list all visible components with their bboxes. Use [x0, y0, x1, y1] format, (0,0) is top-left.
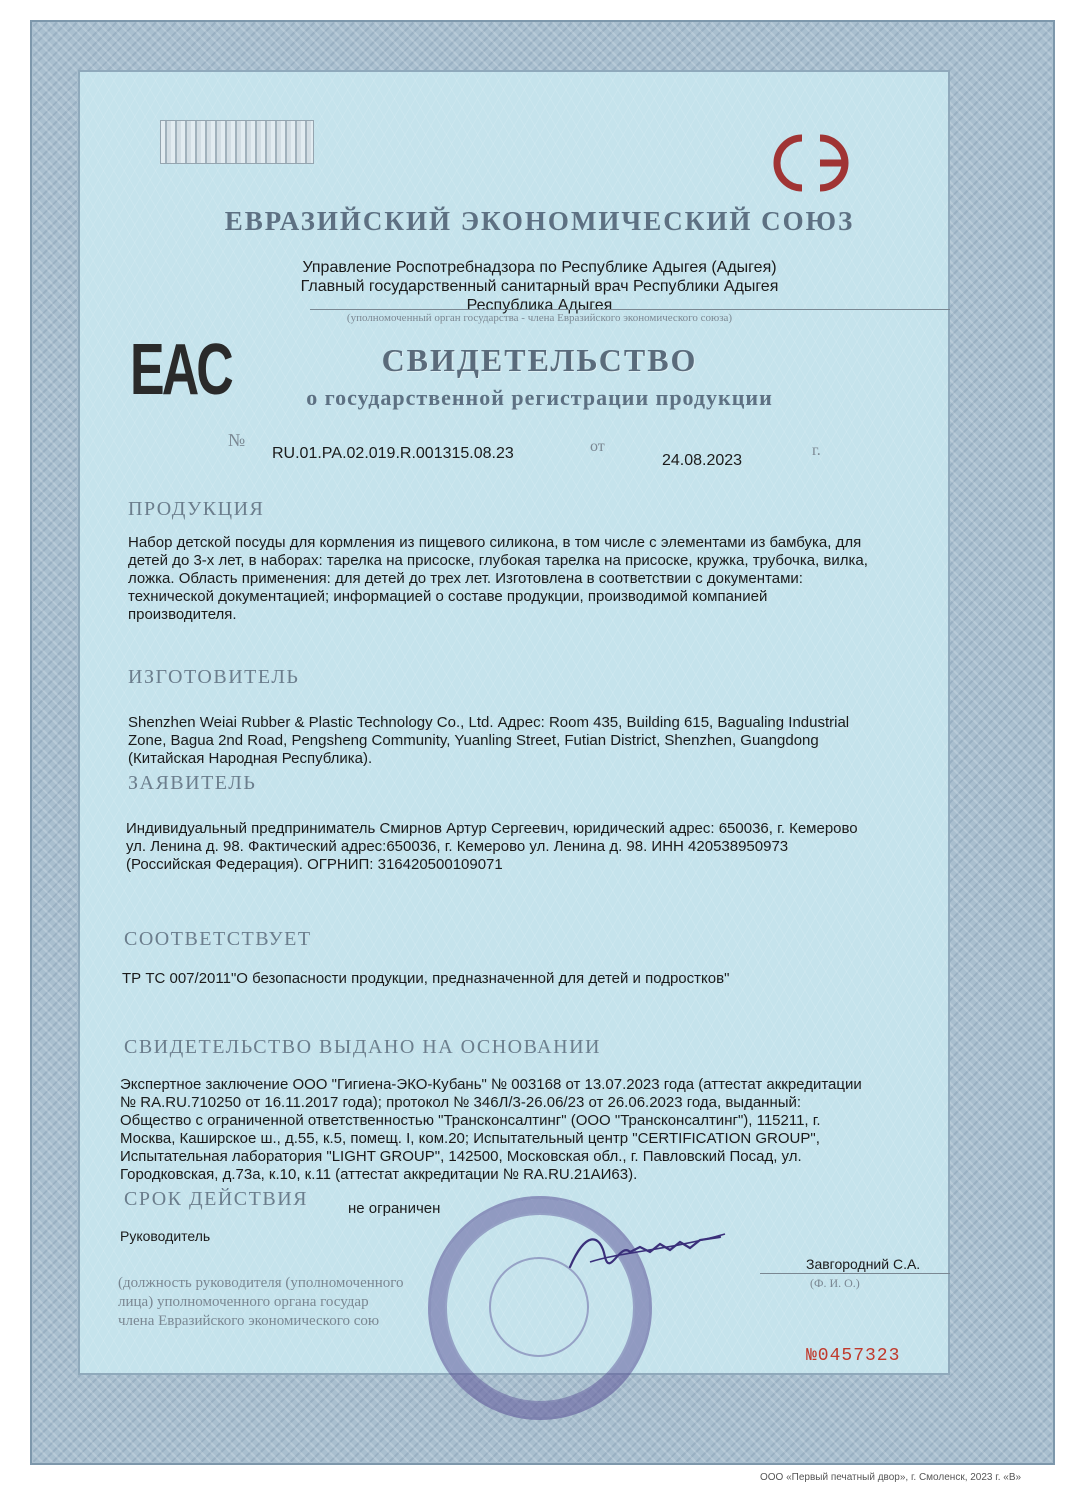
eac-logo: EAC: [130, 330, 231, 410]
conforms-text: ТР ТС 007/2011"О безопасности продукции, предназначенной для детей и подростков": [122, 970, 730, 987]
manufacturer-text: Shenzhen Weiai Rubber & Plastic Technology Co., Ltd. Адрес: Room 435, Building 615, Bagualing Industrial Zone, Bagua 2nd Road, Pengsheng Community, Yuanling Street, Futian District, Shenzhen, Guangdong (Китайская Народная Республика).: [128, 714, 850, 767]
validity-title: СРОК ДЕЙСТВИЯ: [124, 1188, 308, 1210]
hologram-sticker: [160, 120, 314, 164]
position-caption-line-1: (должность руководителя (уполномоченного: [118, 1275, 404, 1291]
certificate-subtitle: о государственной регистрации продукции: [306, 385, 773, 410]
applicant-text: Индивидуальный предприниматель Смирнов Артур Сергеевич, юридический адрес: 650036, г. Кемерово ул. Ленина д. 98. Фактический адрес:650036, г. Кемерово ул. Ленина д. 98. ИНН 420538950973 (Российская Федерация). ОГРНИП: 316420500109071: [126, 820, 858, 873]
ce-logo: [762, 128, 862, 198]
form-serial-number: №0457323: [806, 1346, 901, 1366]
validity-value: не ограничен: [348, 1200, 441, 1217]
year-suffix: г.: [812, 442, 821, 459]
position-caption-line-2: лица) уполномоченного органа государ: [118, 1294, 369, 1310]
certificate-title: СВИДЕТЕЛЬСТВО: [381, 342, 698, 378]
head-name: Завгородний С.А.: [806, 1256, 921, 1272]
product-title: ПРОДУКЦИЯ: [128, 498, 265, 520]
product-text: Набор детской посуды для кормления из пищевого силикона, в том числе с элементами из бамбука, для детей до 3-х лет, в наборах: тарелка на присоске, глубокая тарелка на присоске, кружка, трубочка, вилка, ложка. Область применения: для детей до трех лет. Изготовлена в соответствии с документами: технической документацией; информацией о составе продукции, производимой компанией производителя.: [128, 534, 868, 623]
date-label: от: [590, 438, 605, 455]
applicant-title: ЗАЯВИТЕЛЬ: [128, 772, 257, 794]
head-label: Руководитель: [120, 1228, 211, 1244]
basis-text: Экспертное заключение ООО "Гигиена-ЭКО-Кубань" № 003168 от 13.07.2023 года (аттестат аккредитации № RA.RU.710250 от 16.11.2017 года); протокол № 346Л/3-26.06/23 от 26.06.2023 года, выданный: Общество с ограниченной ответственностью "Трансконсалтинг" (ООО "Трансконсалтинг"), 115211, г. Москва, Каширское ш., д.55, к.5, помещ. I, ком.20; Испытательный центр "CERTIFICATION GROUP", Испытательная лаборатория "LIGHT GROUP", 142500, Московская обл., г. Павловский Посад, ул. Городковская, д.73а, к.10, к.11 (аттестат аккредитации № RA.RU.21АИ63).: [120, 1076, 862, 1183]
authority-block: [0, 258, 1079, 315]
authority-caption: (уполномоченный орган государства - члена Евразийского экономического союза): [346, 312, 733, 324]
position-caption-line-3: члена Евразийского экономического сою: [118, 1313, 380, 1329]
number-label: №: [228, 430, 246, 450]
certificate-number: RU.01.РА.02.019.R.001315.08.23: [272, 445, 514, 462]
authority-line-2: Главный государственный санитарный врач Республики Адыгея: [300, 278, 779, 295]
basis-title: СВИДЕТЕЛЬСТВО ВЫДАНО НА ОСНОВАНИИ: [124, 1036, 601, 1058]
authority-line-1: Управление Роспотребнадзора по Республике Адыгея (Адыгея): [302, 259, 777, 276]
conforms-title: СООТВЕТСТВУЕТ: [124, 928, 312, 950]
certificate-date: 24.08.2023: [662, 452, 743, 469]
authority-underline: [310, 309, 950, 310]
name-underline: [760, 1273, 950, 1274]
union-title: ЕВРАЗИЙСКИЙ ЭКОНОМИЧЕСКИЙ СОЮЗ: [224, 206, 855, 236]
fio-caption: (Ф. И. О.): [810, 1276, 860, 1290]
manufacturer-title: ИЗГОТОВИТЕЛЬ: [128, 666, 300, 688]
position-caption: [118, 1274, 404, 1331]
authority-line-3: Республика Адыгея: [466, 297, 613, 314]
printer-footer: ООО «Первый печатный двор», г. Смоленск, 2023 г. «В»: [760, 1472, 1022, 1483]
handwritten-signature: [560, 1222, 730, 1282]
